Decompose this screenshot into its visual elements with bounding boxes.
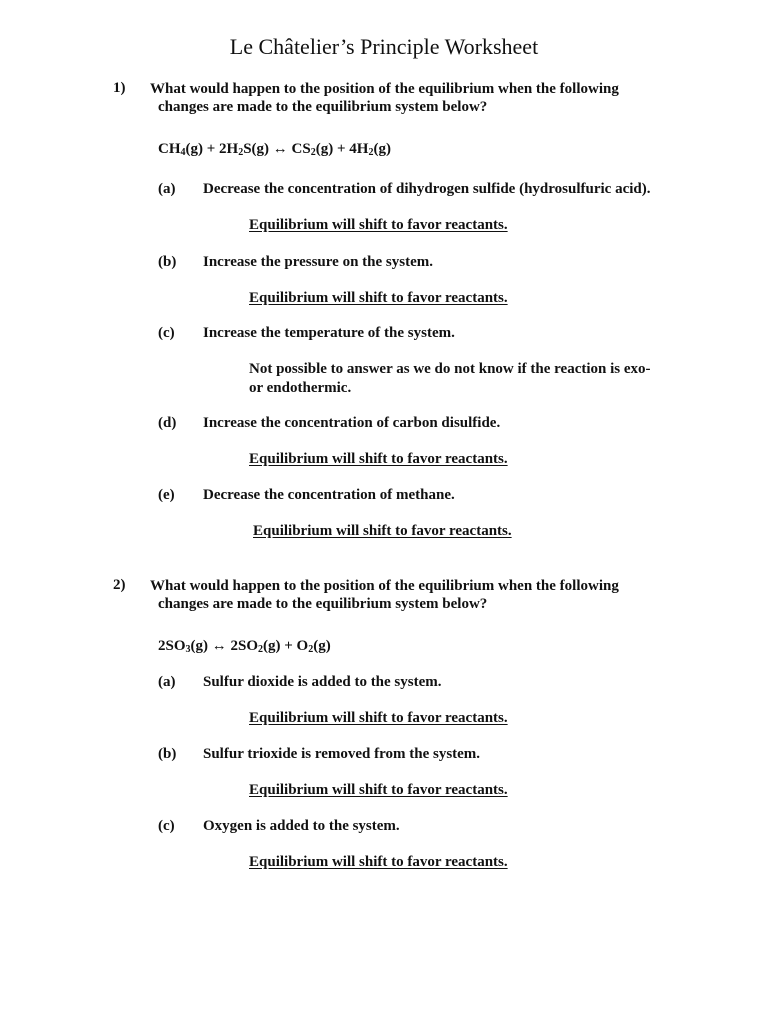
part-text: Increase the temperature of the system. — [203, 325, 455, 341]
answer-note-line-2: or endothermic. — [249, 380, 352, 396]
answer-text: Equilibrium will shift to favor reactants. — [249, 290, 508, 306]
equilibrium-equation: $2SO_3(g)$ ↔ $2SO_2(g) + O_2(g)$ — [158, 638, 331, 655]
part-label: (c) — [158, 325, 175, 341]
question-prompt-line-2: changes are made to the equilibrium system below? — [158, 99, 488, 115]
part-label: (e) — [158, 487, 175, 503]
part-text: Sulfur trioxide is removed from the system. — [203, 746, 481, 762]
answer-text: Equilibrium will shift to favor reactants. — [249, 710, 508, 726]
answer-text: Equilibrium will shift to favor reactants. — [249, 217, 508, 233]
answer-text: Equilibrium will shift to favor reactants. — [249, 854, 508, 870]
answer-text: Equilibrium will shift to favor reactants. — [253, 523, 512, 539]
part-text: Sulfur dioxide is added to the system. — [203, 674, 442, 690]
part-label: (a) — [158, 674, 176, 690]
equilibrium-equation: $CH_4(g) + 2H_2S(g)$ ↔ $CS_2(g) + 4H_2(g)$ — [158, 141, 391, 158]
answer-note-line-1: Not possible to answer as we do not know if the reaction is exo- — [249, 361, 651, 377]
answer-text: Equilibrium will shift to favor reactants. — [249, 451, 508, 467]
part-label: (c) — [158, 818, 175, 834]
question-prompt-line-1: What would happen to the position of the equilibrium when the following — [150, 81, 619, 97]
part-text: Decrease the concentration of dihydrogen sulfide (hydrosulfuric acid). — [203, 181, 651, 197]
part-text: Oxygen is added to the system. — [203, 818, 400, 834]
part-text: Increase the concentration of carbon disulfide. — [203, 415, 501, 431]
question-prompt-line-1: What would happen to the position of the equilibrium when the following — [150, 578, 619, 594]
part-label: (a) — [158, 181, 176, 197]
question-number: 1) — [113, 80, 126, 96]
answer-text: Equilibrium will shift to favor reactants. — [249, 782, 508, 798]
part-label: (d) — [158, 415, 177, 431]
part-label: (b) — [158, 746, 177, 762]
page-title: Le Châtelier’s Principle Worksheet — [229, 34, 539, 59]
question-number: 2) — [113, 577, 126, 593]
part-text: Increase the pressure on the system. — [203, 254, 433, 270]
question-prompt-line-2: changes are made to the equilibrium system below? — [158, 596, 488, 612]
part-text: Decrease the concentration of methane. — [203, 487, 455, 503]
part-label: (b) — [158, 254, 177, 270]
